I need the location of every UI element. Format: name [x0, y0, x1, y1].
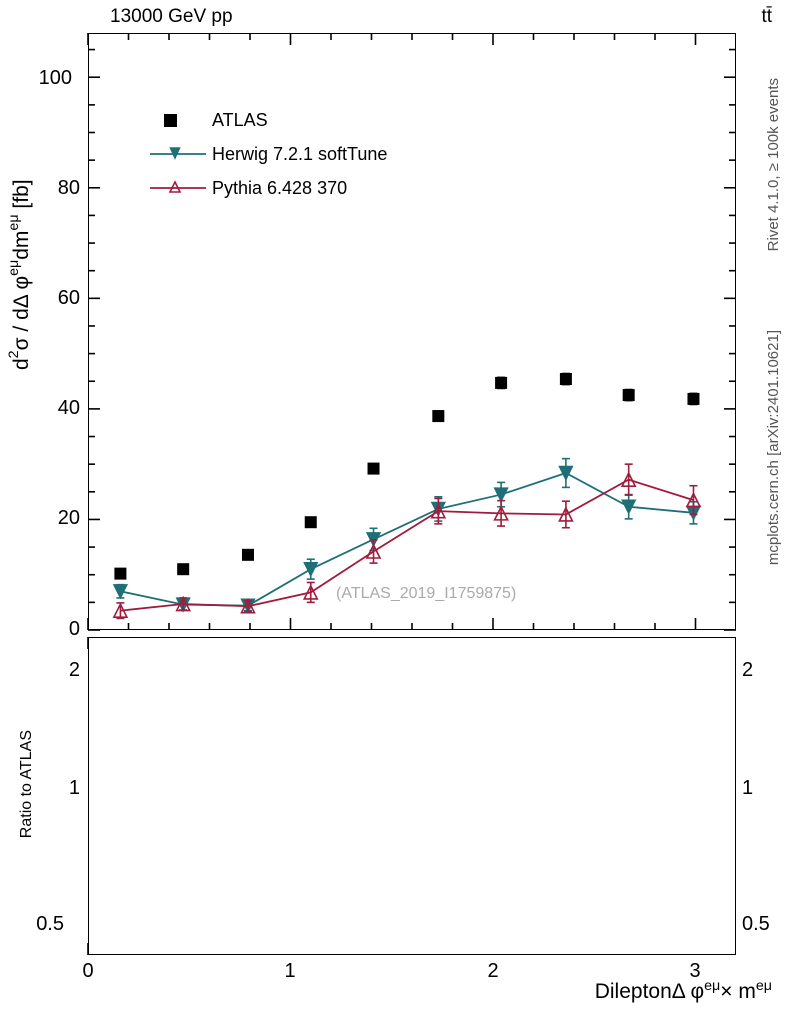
data-point-marker [114, 585, 127, 598]
ytick-label-80: 80 [57, 177, 80, 199]
y-axis-label-ratio: Ratio to ATLAS [18, 730, 35, 839]
ratio-ytick-label-05-right: 0.5 [742, 913, 770, 935]
header-right-label: tt̄ [761, 6, 772, 27]
data-point-marker [432, 410, 444, 422]
data-point-marker [623, 389, 635, 401]
ratio-ytick-label-1-left: 1 [68, 777, 80, 799]
data-point-marker [114, 568, 126, 580]
data-point-marker [242, 549, 254, 561]
data-point-marker [559, 467, 572, 480]
legend-marker-pythia [148, 171, 208, 205]
xtick-label-1: 1 [284, 960, 296, 982]
ratio-ytick-label-05-left: 0.5 [36, 913, 64, 935]
legend-label-herwig: Herwig 7.2.1 softTune [212, 144, 388, 164]
data-point-marker [687, 393, 699, 405]
mcplots-source-label: mcplots.cern.ch [arXiv:2401.10621] [765, 330, 782, 566]
ytick-label-60: 60 [57, 287, 80, 309]
xtick-label-3: 3 [689, 960, 701, 982]
data-point-marker [495, 377, 507, 389]
legend-label-pythia: Pythia 6.428 370 [212, 178, 348, 198]
ytick-label-0: 0 [68, 618, 80, 640]
ratio-plot-panel [88, 637, 736, 955]
ratio-ytick-label-2-left: 2 [68, 659, 80, 681]
ytick-label-40: 40 [57, 397, 80, 419]
data-point-marker [177, 563, 189, 575]
ratio-ytick-label-1-right: 1 [742, 777, 754, 799]
ratio-ytick-label-2-right: 2 [742, 659, 754, 681]
data-point-marker [495, 488, 508, 501]
xtick-label-0: 0 [82, 960, 94, 982]
y-axis-label-main: $d^2\sigma$ / dΔ $\varphi^{e\mu}dm^{e\mu}$ [fb] [6, 179, 33, 370]
ytick-label-100: 100 [38, 67, 72, 89]
legend-marker-atlas [148, 103, 208, 137]
rivet-version-label: Rivet 4.1.0, ≥ 100k events [765, 78, 782, 252]
legend-label-atlas: ATLAS [212, 110, 268, 130]
data-point-marker [241, 953, 254, 966]
data-point-marker [304, 563, 317, 576]
legend [148, 103, 478, 205]
ytick-label-20: 20 [57, 507, 80, 529]
xtick-label-2: 2 [487, 960, 499, 982]
data-point-marker [368, 463, 380, 475]
header-left-label: 13000 GeV pp [110, 6, 233, 27]
data-point-marker [305, 516, 317, 528]
x-axis-label: DileptonΔ $\varphi^{e\mu}\times m^{e\mu}$ [594, 978, 772, 1003]
analysis-id-watermark: (ATLAS_2019_I1759875) [336, 585, 517, 602]
data-point-marker [560, 373, 572, 385]
legend-marker-herwig [148, 137, 208, 171]
